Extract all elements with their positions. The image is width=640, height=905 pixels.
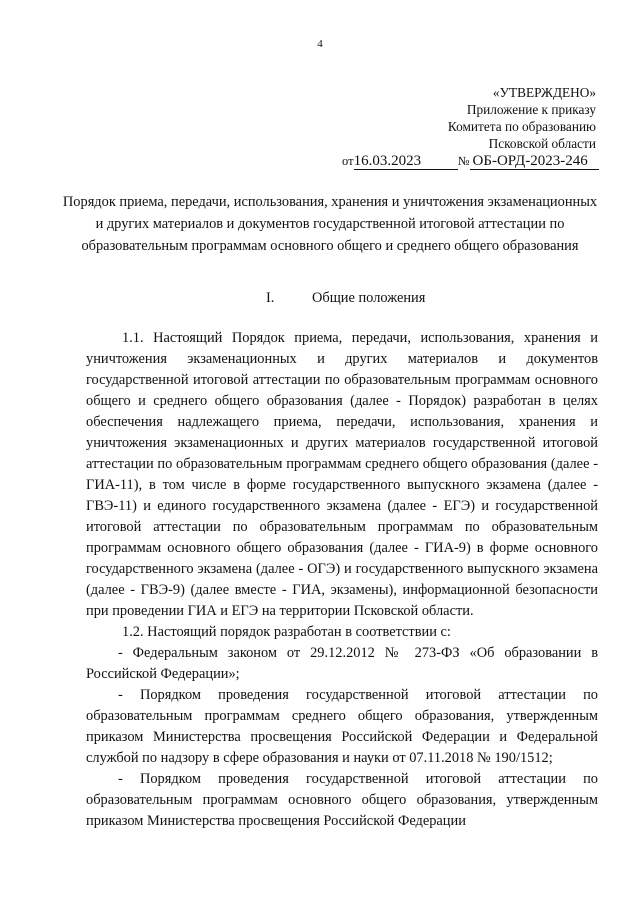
- document-title: Порядок приема, передачи, использования, хранения и уничтожения экзаменационных и других материалов и документов государственной итоговой аттестации по образовательным программам основного общего и среднего общего образования: [62, 194, 598, 254]
- section-numeral: I.: [266, 290, 275, 306]
- approval-line-appendix: Приложение к приказу: [466, 102, 596, 117]
- page-number: 4: [317, 38, 323, 50]
- list-item-order-secondary: - Порядком проведения государственной итоговой аттестации по образовательным программам среднего общего образования, утвержденным приказом Министерства просвещения Российской Федерации и Федеральной службой по надзору в сфере образования и науки от 07.11.2018 № 190/1512;: [86, 687, 598, 766]
- approval-line-approved: «УТВЕРЖДЕНО»: [492, 85, 596, 100]
- approval-stamp: [448, 84, 596, 152]
- approval-line-committee: Комитета по образованию: [447, 119, 596, 134]
- list-item-federal-law: - Федеральным законом от 29.12.2012 № 273-ФЗ «Об образовании в Российской Федерации»;: [86, 645, 598, 682]
- order-reference: [342, 153, 596, 170]
- paragraph-1-1: 1.1. Настоящий Порядок приема, передачи, использования, хранения и уничтожения экзаменационных и других материалов и документов государственной итоговой аттестации по образовательным программам основного общего и среднего общего образования (далее - Порядок) разработан в целях обеспечения надлежащего приема, передачи, использования, хранения и уничтожения экзаменационных и других материалов государственной итоговой аттестации по образовательным программам среднего общего образования (далее - ГИА-11), в том числе в форме государственного выпускного экзамена (далее - ГВЭ-11) и единого государственного экзамена (далее - ЕГЭ) и государственной итоговой аттестации по образовательным программам по образовательным программам основного общего образования (далее - ГИА-9) в форме основного государственного экзамена (далее - ОГЭ) и государственного выпускного экзамена (далее - ГВЭ-9) (далее вместе - ГИА, экзамены), информационной безопасности при проведении ГИА и ЕГЭ на территории Псковской области.: [86, 330, 598, 619]
- approval-line-region: Псковской области: [488, 136, 596, 151]
- list-item-order-basic: - Порядком проведения государственной итоговой аттестации по образовательным программам основного общего образования, утвержденным приказом Министерства просвещения Российской Федерации: [86, 771, 598, 829]
- section-title: Общие положения: [312, 290, 426, 306]
- order-number: ОБ-ОРД-2023-246: [470, 153, 599, 170]
- paragraph-1-2: 1.2. Настоящий порядок разработан в соответствии с:: [122, 624, 451, 640]
- order-number-label: №: [457, 154, 470, 168]
- order-from-label: от: [342, 154, 354, 168]
- document-body: [86, 328, 598, 832]
- order-date: 16.03.2023: [354, 153, 458, 170]
